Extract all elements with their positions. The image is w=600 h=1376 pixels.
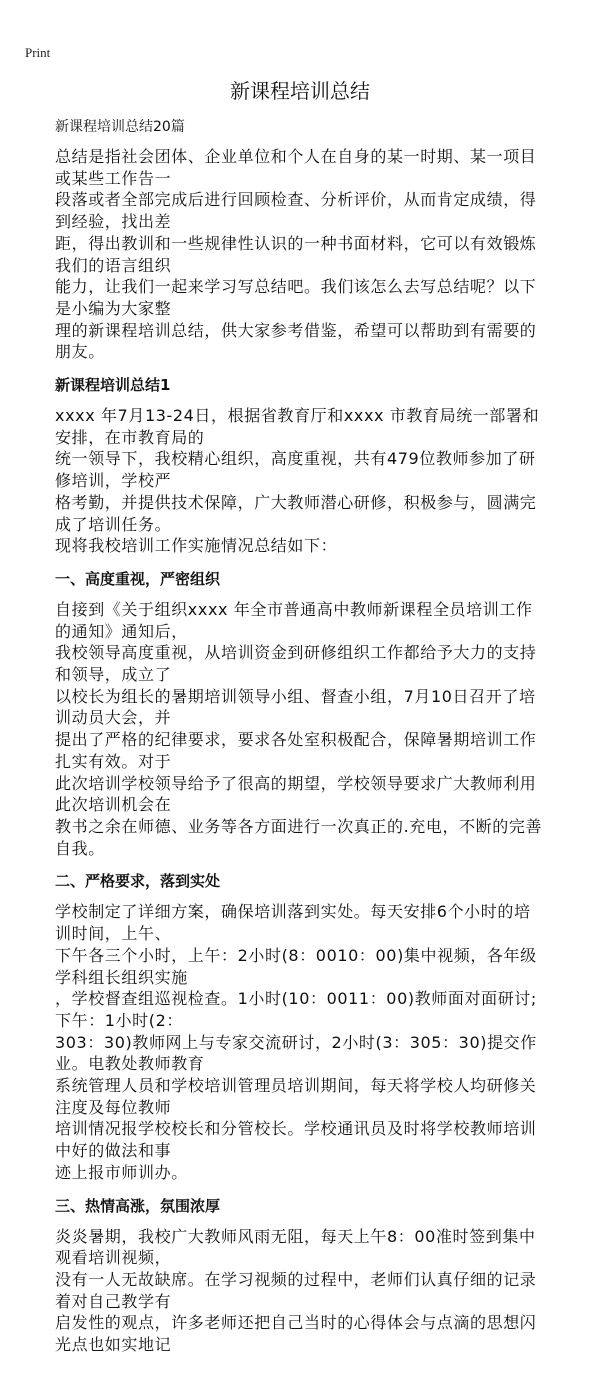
text-line: 303：30)教师网上与专家交流研讨，2小时(3：305：30)提交作业。电教处教师教育: [55, 1032, 537, 1074]
text-line: 系统管理人员和学校培训管理员培训期间，每天将学校人均研修关注度及每位教师: [55, 1076, 537, 1117]
text-line: 炎炎暑期，我校广大教师风雨无阻，每天上午8：00准时签到集中观看培训视频，: [55, 1226, 536, 1268]
text-line: 学校制定了详细方案，确保培训落到实处。每天安排6个小时的培训时间，上午、: [55, 902, 531, 944]
text-line: 统一领导下，我校精心组织，高度重视，共有479位教师参加了研修培训，学校严: [55, 449, 536, 491]
section-heading: 二、严格要求，落到实处: [55, 872, 221, 891]
text-line: 迹上报市师训办。: [55, 1162, 188, 1182]
document-title: 新课程培训总结: [230, 79, 370, 103]
text-line: 格考勤，并提供技术保障，广大教师潜心研修，积极参与，圆满完成了培训任务。: [55, 492, 537, 534]
text-line: xxxx 年7月13-24日，根据省教育厅和xxxx 市教育局统一部署和安排，在市教育局的: [55, 406, 540, 447]
text-line: 理的新课程培训总结，供大家参考借鉴，希望可以帮助到有需要的朋友。: [55, 320, 537, 362]
paragraph: [55, 901, 545, 1183]
document-subtitle: 新课程培训总结20篇: [55, 119, 185, 135]
text-line: 现将我校培训工作实施情况总结如下：: [55, 536, 338, 556]
text-line: 教书之余在师德、业务等各方面进行一次真正的.充电，不断的完善自我。: [55, 816, 543, 858]
paragraph: [55, 405, 545, 557]
text-line: 启发性的观点，许多老师还把自己当时的心得体会与点滴的思想闪光点也如实地记: [55, 1313, 537, 1355]
text-line: 提出了严格的纪律要求，要求各处室积极配合，保障暑期培训工作扎实有效。对于: [55, 730, 537, 771]
paragraph: [55, 1226, 545, 1356]
text-line: 以校长为组长的暑期培训领导小组、督查小组，7月10日召开了培训动员大会，并: [55, 686, 536, 728]
text-line: 能力，让我们一起来学习写总结吧。我们该怎么去写总结呢？以下是小编为大家整: [55, 277, 537, 318]
text-line: 段落或者全部完成后进行回顾检查、分析评价，从而肯定成绩，得到经验，找出差: [55, 190, 537, 232]
section-heading: 新课程培训总结1: [55, 376, 171, 395]
text-line: 我校领导高度重视，从培训资金到研修组织工作都给予大力的支持和领导，成立了: [55, 643, 537, 685]
text-line: 此次培训学校领导给予了很高的期望，学校领导要求广大教师利用此次培训机会在: [55, 773, 537, 815]
paragraph: [55, 599, 545, 859]
text-line: 距，得出教训和一些规律性认识的一种书面材料，它可以有效锻炼我们的语言组织: [55, 233, 537, 275]
intro-paragraph: [55, 146, 545, 363]
text-line: 没有一人无故缺席。在学习视频的过程中，老师们认真仔细的记录着对自己教学有: [55, 1269, 537, 1311]
text-line: 下午各三个小时，上午：2小时(8：0010：00)集中视频，各年级学科组长组织实施: [55, 945, 537, 987]
section-heading: 一、高度重视，严密组织: [55, 569, 221, 588]
text-line: ，学校督查组巡视检查。1小时(10：0011：00)教师面对面研讨;下午：1小时(2：: [55, 989, 537, 1030]
text-line: 总结是指社会团体、企业单位和个人在自身的某一时期、某一项目或某些工作告一: [55, 147, 537, 188]
print-link[interactable]: Print: [25, 45, 51, 60]
text-line: 自接到《关于组织xxxx 年全市普通高中教师新课程全员培训工作的通知》通知后，: [55, 599, 533, 641]
text-line: 培训情况报学校校长和分管校长。学校通讯员及时将学校教师培训中好的做法和事: [55, 1119, 537, 1161]
section-heading: 三、热情高涨，氛围浓厚: [55, 1196, 221, 1215]
